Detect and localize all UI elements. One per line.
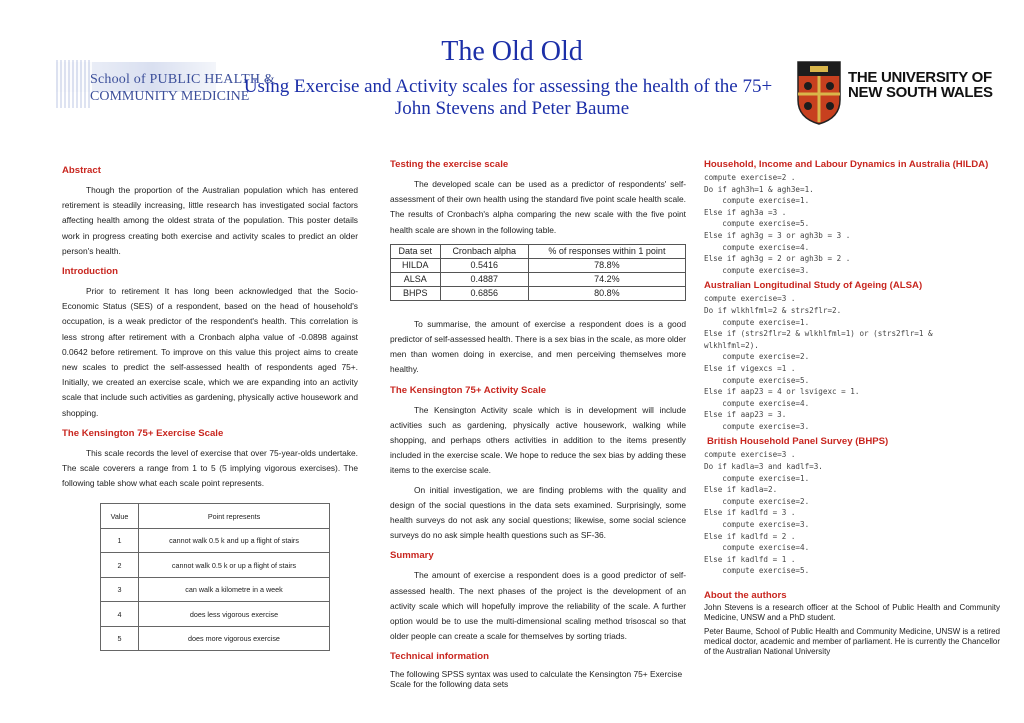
table-cell: cannot walk 0.5 k or up a flight of stairs	[139, 553, 330, 578]
table-cell: 4	[101, 602, 139, 627]
table-cell: 78.8%	[528, 258, 685, 272]
table-cell: does less vigorous exercise	[139, 602, 330, 627]
column-left	[62, 158, 358, 651]
poster-authors: John Stevens and Peter Baume	[394, 98, 630, 119]
table-cell: 1	[101, 528, 139, 553]
university-crest-icon	[796, 60, 842, 126]
exercise-scale-heading: The Kensington 75+ Exercise Scale	[62, 427, 224, 439]
about-john-stevens: John Stevens is a research officer at the School of Public Health and Community Medicine, UNSW and a PhD student.	[704, 603, 1000, 622]
technical-text: The following SPSS syntax was used to calculate the Kensington 75+ Exercise Scale for the following data sets	[390, 669, 683, 690]
bhps-code: compute exercise=3 . Do if kadla=3 and kadlf=3. compute exercise=1. Else if kadla=2. compute exercise=2. Else if kadlfd = 3 . compute exercise=3. Else if kadlfd = 2 . compute exercise=4. Else if kadlfd = 1 . compute exercise=5.	[704, 450, 823, 576]
table-row	[101, 528, 330, 553]
table-row	[391, 258, 686, 272]
abstract-text: Though the proportion of the Australian population which has entered retirement is steadily increasing, little research has investigated social factors affecting health among the oldest strata of the population. This poster details work in progress creating both exercise and activity scales to predict an older person's health.	[62, 185, 358, 256]
table-cell: 2	[101, 553, 139, 578]
activity-scale-heading: The Kensington 75+ Activity Scale	[390, 384, 547, 396]
introduction-text: Prior to retirement It has long been acknowledged that the Socio-Economic Status (SES) of a respondent, based on the head of household's occupation, is a weak predictor of the respondent's health. This correlation is less strong after retirement with a Cronbach alpha value of -0.0898 against 0.0642 before retirement. To improve on this value this project aims to create new scales to predict the self-assessed health of respondents aged 75+. Initially, we created an exercise scale, which we are expanding into an activity scale that include such activities as gardening, physically active housework and shopping.	[62, 286, 358, 418]
table-row	[101, 553, 330, 578]
table-row	[101, 602, 330, 627]
university-name-line-1: THE UNIVERSITY OF	[848, 69, 992, 86]
technical-heading: Technical information	[390, 651, 489, 663]
exercise-scale-text: This scale records the level of exercise that over 75-year-olds undertake. The scale coverers a range from 1 to 5 (5 implying vigorous exercises). The following table show what each scale point represents.	[62, 447, 358, 489]
logo-line-2: COMMUNITY MEDICINE	[90, 89, 250, 104]
summary-text: The amount of exercise a respondent does is a good predictor of self-assessed health. The next phases of the project is the development of an activity scale which will hopefully improve the reliability of the scale. A further option would be to use the multi-dimensional scaling method trisoscal so that older people can create a scale for themselves by sorting triads.	[390, 570, 686, 642]
table-header-row	[391, 244, 686, 258]
testing-heading: Testing the exercise scale	[390, 159, 509, 170]
table-cell: can walk a kilometre in a week	[139, 577, 330, 602]
scale-points-table	[100, 503, 330, 651]
cronbach-table	[390, 244, 686, 301]
table-header-cell: Value	[101, 504, 139, 529]
summary-heading: Summary	[390, 550, 434, 562]
poster-subtitle: Using Exercise and Activity scales for assessing the health of the 75+	[243, 76, 773, 97]
table-cell: BHPS	[391, 286, 441, 300]
bhps-heading: British Household Panel Survey (BHPS)	[707, 436, 889, 448]
hilda-heading: Household, Income and Labour Dynamics in Australia (HILDA)	[704, 159, 989, 170]
introduction-heading: Introduction	[62, 266, 118, 278]
table-cell: ALSA	[391, 272, 441, 286]
table-cell: HILDA	[391, 258, 441, 272]
activity-scale-text-2: On initial investigation, we are finding problems with the quality and design of the social questions in the data sets examined. Surprisingly, some health surveys do not ask any social questions; likewise, some social science surveys do no ask simple health questions such as SF-36.	[390, 484, 686, 541]
table-cell: 3	[101, 577, 139, 602]
about-heading: About the authors	[704, 590, 787, 601]
table-header-cell: Cronbach alpha	[440, 244, 528, 258]
table-row	[101, 626, 330, 651]
table-cell: 0.5416	[440, 258, 528, 272]
table-header-cell: % of responses within 1 point	[528, 244, 685, 258]
table-cell: 0.6856	[440, 286, 528, 300]
hilda-code: compute exercise=2 . Do if agh3h=1 & agh3e=1. compute exercise=1. Else if agh3a =3 . compute exercise=5. Else if agh3g = 3 or agh3b = 3 . compute exercise=4. Else if agh3g = 2 or agh3b = 2 . compute exercise=3.	[704, 173, 851, 275]
table-cell: 74.2%	[528, 272, 685, 286]
about-peter-baume: Peter Baume, School of Public Health and Community Medicine, UNSW is a retired medical doctor, academic and member of parliament. He is currently the Chancellor of the Australian National University	[704, 627, 1000, 656]
column-middle	[390, 158, 686, 693]
table-header-cell: Point represents	[139, 504, 330, 529]
university-name-line-2: NEW SOUTH WALES	[848, 84, 993, 101]
university-name	[848, 70, 993, 100]
table-cell: cannot walk 0.5 k and up a flight of stairs	[139, 528, 330, 553]
poster-title: The Old Old	[441, 36, 583, 67]
table-cell: 5	[101, 626, 139, 651]
table-row	[391, 272, 686, 286]
table-header-row	[101, 504, 330, 529]
table-cell: 0.4887	[440, 272, 528, 286]
abstract-heading: Abstract	[62, 165, 101, 176]
alsa-heading: Australian Longitudinal Study of Ageing (ALSA)	[704, 280, 923, 292]
testing-text: The developed scale can be used as a predictor of respondents' self-assessment of their own health using the standard five point scale health scale. The results of Cronbach's alpha comparing the new scale with the five point health scale are shown in the following table.	[390, 179, 686, 235]
table-cell: 80.8%	[528, 286, 685, 300]
alsa-code: compute exercise=3 . Do if wlkhlfml=2 & strs2flr=2. compute exercise=1. Else if (strs2flr=2 & wlkhlfml=1) or (strs2flr=1 & wlkhlfml=2). compute exercise=2. Else if vigexcs =1 . compute exercise=5. Else if aap23 = 4 or lsvigexc = 1. compute exercise=4. Else if aap23 = 3. compute exercise=3.	[704, 294, 933, 431]
table-cell: does more vigorous exercise	[139, 626, 330, 651]
summary-intro-text: To summarise, the amount of exercise a respondent does is a good predictor of self-assessed health. There is a sex bias in the scale, as more older men than women doing in exercise, and men perceiving themselves more healthy.	[390, 318, 686, 375]
activity-scale-text-1: The Kensington Activity scale which is in development will include activities such as gardening, physically active housework, walking while shopping, and perhaps others activities in addition to the items presently included in the exercise scale. We hope to reduce the sex bias by adding these items to the exercise scale.	[390, 404, 686, 476]
table-row	[391, 286, 686, 300]
column-right	[704, 158, 1000, 661]
logo-line-1: School of PUBLIC HEALTH &	[90, 72, 275, 87]
table-row	[101, 577, 330, 602]
table-header-cell: Data set	[391, 244, 441, 258]
